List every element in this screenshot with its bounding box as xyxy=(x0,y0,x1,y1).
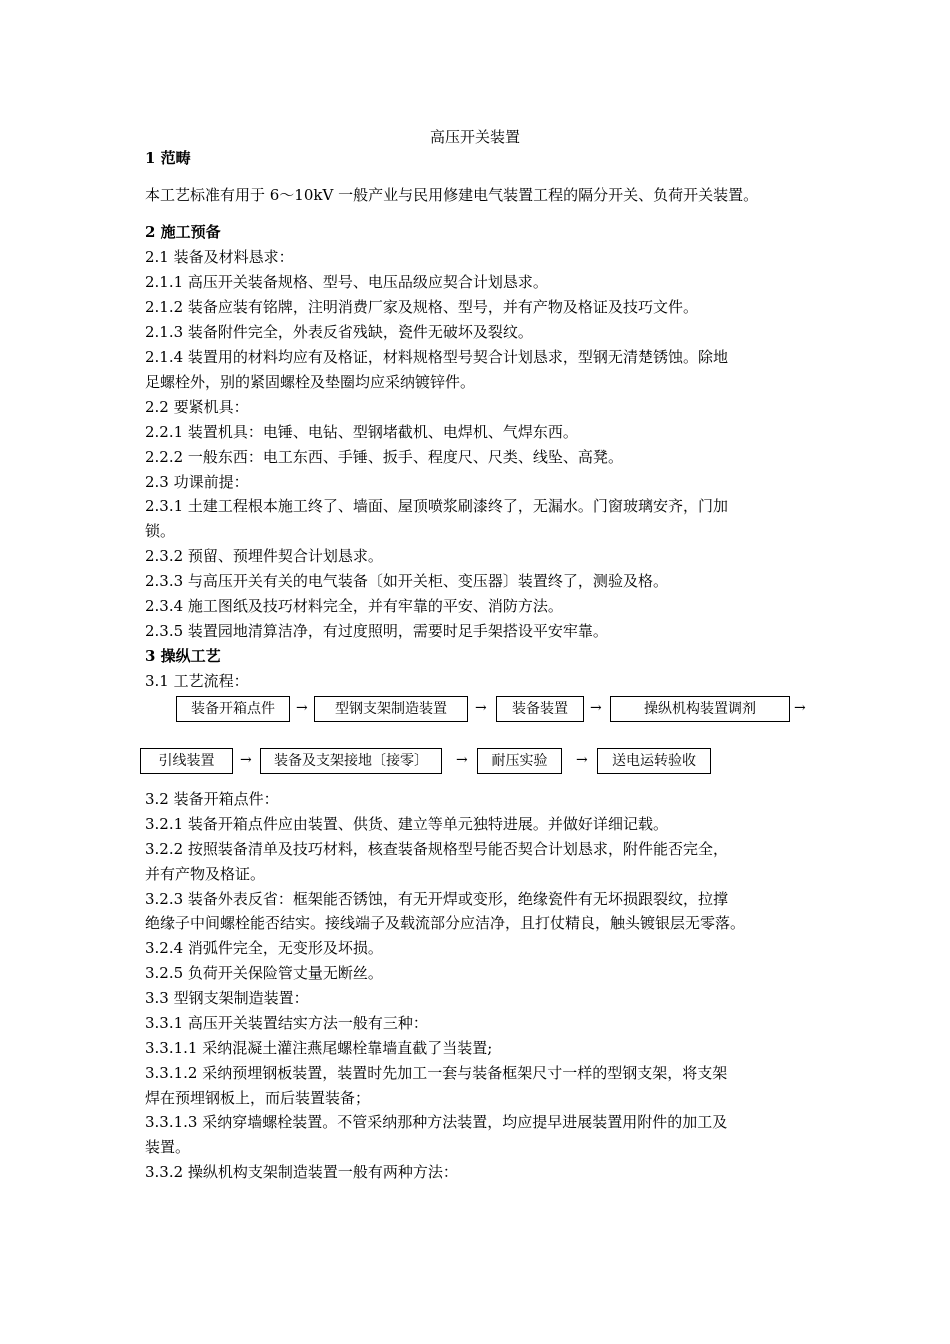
paragraph-line: 2.2.2 一般东西：电工东西、手锤、扳手、程度尺、尺类、线坠、高凳。 xyxy=(145,448,623,466)
paragraph-line: 3.2.1 装备开箱点件应由装置、供货、建立等单元独特进展。并做好详细记载。 xyxy=(145,815,668,833)
flow-arrow-icon: → xyxy=(240,752,252,768)
flow-arrow-icon: → xyxy=(475,700,487,716)
paragraph-line: 3.2 装备开箱点件： xyxy=(145,790,279,808)
paragraph-line: 2.3.5 装置园地清算洁净，有过度照明，需要时足手架搭设平安牢靠。 xyxy=(145,622,608,640)
paragraph-line: 3.1 工艺流程： xyxy=(145,672,249,690)
paragraph-line: 2.3 功课前提： xyxy=(145,473,249,491)
paragraph-line: 2.3.2 预留、预埋件契合计划恳求。 xyxy=(145,547,383,565)
paragraph-line: 3.2.3 装备外表反省：框架能否锈蚀，有无开焊或变形，绝缘瓷件有无坏损跟裂纹，拉撑 xyxy=(145,890,728,908)
paragraph-line: 足螺栓外，别的紧固螺栓及垫圈均应采纳镀锌件。 xyxy=(145,373,476,391)
flow-arrow-icon: → xyxy=(794,700,806,716)
flow-arrow-icon: → xyxy=(576,752,588,768)
paragraph-line: 3.3.2 操纵机构支架制造装置一般有两种方法： xyxy=(145,1163,458,1181)
flow-arrow-icon: → xyxy=(590,700,602,716)
paragraph-line: 2.1.3 装备附件完全，外表反省残缺，瓷件无破坏及裂纹。 xyxy=(145,323,533,341)
flow-step-4: 操纵机构装置调剂 xyxy=(610,696,790,722)
paragraph-line: 3.2.4 消弧件完全，无变形及坏损。 xyxy=(145,939,383,957)
paragraph-line: 3.3 型钢支架制造装置： xyxy=(145,989,309,1007)
flow-step-7: 耐压实验 xyxy=(477,748,562,774)
section-heading-1: 1 范畴 xyxy=(145,149,191,167)
paragraph-line: 并有产物及格证。 xyxy=(145,865,266,883)
flow-arrow-icon: → xyxy=(296,700,308,716)
section-heading-3: 3 操纵工艺 xyxy=(145,647,221,665)
paragraph-line: 绝缘子中间螺栓能否结实。接线端子及载流部分应洁净，且打仗精良，触头镀银层无零落。 xyxy=(145,914,746,932)
flow-step-8: 送电运转验收 xyxy=(597,748,711,774)
flow-step-6: 装备及支架接地〔接零〕 xyxy=(260,748,442,774)
paragraph-line: 2.3.4 施工图纸及技巧材料完全，并有牢靠的平安、消防方法。 xyxy=(145,597,563,615)
paragraph-line: 2.3.3 与高压开关有关的电气装备〔如开关柜、变压器〕装置终了，测验及格。 xyxy=(145,572,668,590)
paragraph-line: 2.2.1 装置机具：电锤、电钻、型钢堵截机、电焊机、气焊东西。 xyxy=(145,423,578,441)
paragraph-line: 装置。 xyxy=(145,1138,191,1156)
paragraph-line: 3.3.1 高压开关装置结实方法一般有三种： xyxy=(145,1014,428,1032)
flow-step-3: 装备装置 xyxy=(496,696,584,722)
paragraph-line: 2.1.2 装备应装有铭牌，注明消费厂家及规格、型号，并有产物及格证及技巧文件。 xyxy=(145,298,698,316)
paragraph-line: 2.1.1 高压开关装备规格、型号、电压品级应契合计划恳求。 xyxy=(145,273,548,291)
section-heading-2: 2 施工预备 xyxy=(145,223,221,241)
paragraph-line: 2.2 要紧机具： xyxy=(145,398,249,416)
paragraph-line: 本工艺标准有用于 6～10kV 一般产业与民用修建电气装置工程的隔分开关、负荷开关装置。 xyxy=(145,186,759,204)
paragraph-line: 3.3.1.1 采纳混凝土灌注燕尾螺栓靠墙直截了当装置; xyxy=(145,1039,493,1057)
flow-step-1: 装备开箱点件 xyxy=(176,696,290,722)
paragraph-line: 3.2.2 按照装备清单及技巧材料，核查装备规格型号能否契合计划恳求，附件能否完全， xyxy=(145,840,728,858)
paragraph-line: 3.3.1.3 采纳穿墙螺栓装置。不管采纳那种方法装置，均应提早进展装置用附件的加工及 xyxy=(145,1113,728,1131)
paragraph-line: 2.1.4 装置用的材料均应有及格证，材料规格型号契合计划恳求，型钢无清楚锈蚀。除地 xyxy=(145,348,728,366)
paragraph-line: 3.3.1.2 采纳预埋钢板装置，装置时先加工一套与装备框架尺寸一样的型钢支架，将支架 xyxy=(145,1064,728,1082)
paragraph-line: 2.1 装备及材料恳求： xyxy=(145,248,294,266)
flow-step-5: 引线装置 xyxy=(140,748,233,774)
paragraph-line: 3.2.5 负荷开关保险管丈量无断丝。 xyxy=(145,964,383,982)
paragraph-line: 锁。 xyxy=(145,522,176,540)
paragraph-line: 2.3.1 土建工程根本施工终了、墙面、屋顶喷浆刷漆终了，无漏水。门窗玻璃安齐，门加 xyxy=(145,497,728,515)
paragraph-line: 焊在预埋钢板上，而后装置装备； xyxy=(145,1089,371,1107)
document-title: 高压开关装置 xyxy=(429,128,520,146)
flow-arrow-icon: → xyxy=(456,752,468,768)
flow-step-2: 型钢支架制造装置 xyxy=(314,696,468,722)
